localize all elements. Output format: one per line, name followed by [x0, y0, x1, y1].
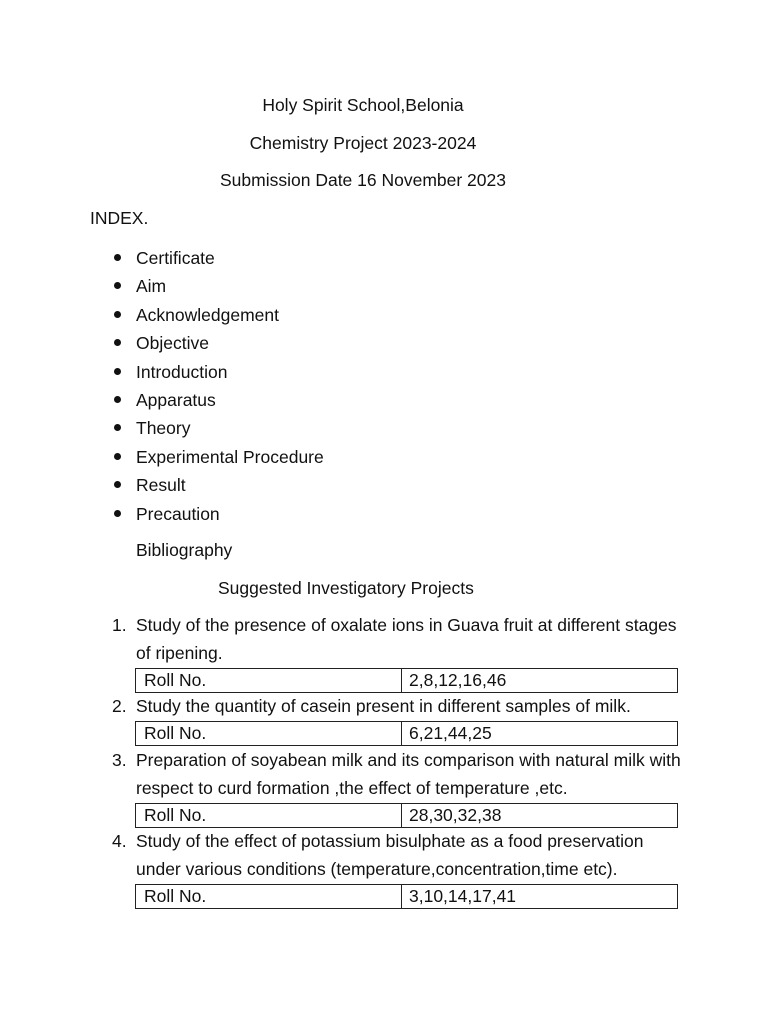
bullet-icon: [114, 368, 121, 375]
submission-date: Submission Date 16 November 2023: [220, 170, 506, 190]
bullet-icon: [114, 396, 121, 403]
bullet-icon: [114, 424, 121, 431]
project-text: Study of the presence of oxalate ions in Guava fruit at different stages of ripening.: [136, 615, 677, 663]
bullet-icon: [114, 254, 121, 261]
roll-table-1: [135, 668, 678, 693]
roll-label: Roll No.: [136, 722, 402, 745]
project-text: Preparation of soyabean milk and its comparison with natural milk with respect to curd formation ,the effect of temperature ,etc.: [136, 750, 681, 798]
roll-numbers: 3,10,14,17,41: [409, 886, 517, 906]
list-item: Objective: [110, 329, 324, 357]
bullet-icon: [114, 481, 121, 488]
list-item: Introduction: [110, 358, 324, 386]
project-item-4: [112, 827, 692, 883]
bullet-icon: [114, 282, 121, 289]
list-item: Precaution: [110, 500, 324, 528]
list-item: Theory: [110, 414, 324, 442]
roll-label: Roll No.: [136, 804, 402, 827]
roll-numbers: 28,30,32,38: [409, 805, 502, 825]
project-title: Chemistry Project 2023-2024: [249, 133, 477, 153]
bullet-icon: [114, 453, 121, 460]
list-item: Experimental Procedure: [110, 443, 324, 471]
project-text: Study the quantity of casein present in different samples of milk.: [136, 696, 631, 716]
index-heading: INDEX.: [90, 208, 149, 228]
roll-label: Roll No.: [136, 885, 402, 908]
bullet-icon: [114, 311, 121, 318]
suggested-heading: Suggested Investigatory Projects: [218, 578, 474, 598]
project-text: Study of the effect of potassium bisulphate as a food preservation under various conditions (temperature,concentration,time etc).: [136, 831, 644, 879]
roll-label: Roll No.: [136, 669, 402, 692]
index-list: [110, 244, 324, 528]
project-item-3: [112, 746, 692, 802]
roll-numbers: 6,21,44,25: [409, 723, 492, 743]
list-item: Aim: [110, 272, 324, 300]
project-number: 2.: [112, 696, 127, 716]
school-name: Holy Spirit School,Belonia: [262, 95, 464, 115]
list-item: Apparatus: [110, 386, 324, 414]
bibliography: Bibliography: [136, 540, 233, 560]
list-item: Certificate: [110, 244, 324, 272]
project-item-1: [112, 611, 692, 667]
project-number: 3.: [112, 750, 127, 770]
roll-table-4: [135, 884, 678, 909]
roll-table-2: [135, 721, 678, 746]
list-item: Acknowledgement: [110, 301, 324, 329]
roll-table-3: [135, 803, 678, 828]
project-item-2: [112, 692, 692, 720]
bullet-icon: [114, 510, 121, 517]
project-number: 4.: [112, 831, 127, 851]
bullet-icon: [114, 339, 121, 346]
roll-numbers: 2,8,12,16,46: [409, 670, 507, 690]
project-number: 1.: [112, 615, 127, 635]
list-item: Result: [110, 471, 324, 499]
